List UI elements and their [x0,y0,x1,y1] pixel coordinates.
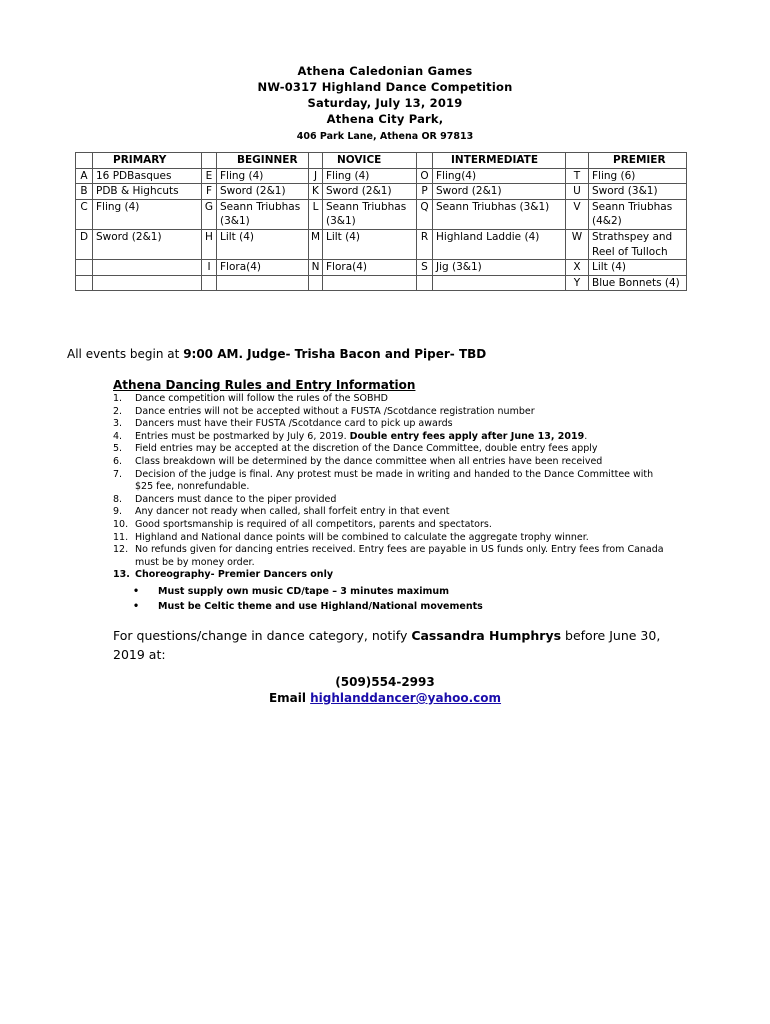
questions-suffix: before June 30, 2019 at: [113,628,661,662]
event-code: Q [417,199,433,229]
event-name: Seann Triubhas (3&1) [323,199,417,229]
table-row [76,275,687,291]
table-row [76,260,687,276]
rule-item [113,519,673,532]
rule-item [113,431,673,444]
rule-text: Any dancer not ready when called, shall forfeit entry in that event [135,506,450,518]
rule-number: 5. [113,443,123,455]
rule-text: Good sportsmanship is required of all competitors, parents and spectators. [135,518,492,530]
event-name: Sword (2&1) [433,184,566,200]
header-intermediate: INTERMEDIATE [433,153,566,169]
event-name [217,275,309,291]
event-name: 16 PDBasques [93,168,202,184]
table-row [76,184,687,200]
rules-title: Athena Dancing Rules and Entry Information [113,378,416,392]
rule-item [113,532,673,545]
event-name [433,275,566,291]
event-name: Seann Triubhas (3&1) [433,199,566,229]
event-name: Fling (4) [217,168,309,184]
event-name: Highland Laddie (4) [433,229,566,259]
event-start-prefix: All events begin at [67,347,184,361]
rule-number: 11. [113,531,129,543]
rule-item [113,393,673,406]
event-code: N [309,260,323,276]
rule-text: Dance entries will not be accepted without a FUSTA /Scotdance registration number [135,405,535,417]
event-name: Sword (3&1) [589,184,687,200]
rule-number: 1. [113,393,123,404]
contact-name: Cassandra Humphrys [411,628,562,643]
event-code: G [202,199,217,229]
event-name: Flora(4) [323,260,417,276]
rule-item [113,418,673,431]
rule-number: 10. [113,518,129,530]
choreography-requirement [113,584,673,599]
event-code: E [202,168,217,184]
event-name: Flora(4) [217,260,309,276]
rule-number: 13. [113,569,130,581]
event-code: V [566,199,589,229]
event-code: U [566,184,589,200]
event-code: X [566,260,589,276]
event-name: Lilt (4) [217,229,309,259]
rule-text: No refunds given for dancing entries received. Entry fees are payable in US funds only. Entry fees from Canada must be by money order. [135,544,664,568]
dance-events-table [75,152,687,291]
event-code: L [309,199,323,229]
rule-item [113,456,673,469]
event-code: O [417,168,433,184]
event-code: J [309,168,323,184]
event-name: Fling(4) [433,168,566,184]
requirement-text: Must supply own music CD/tape – 3 minutes maximum [158,585,450,597]
choreography-requirements [113,584,673,614]
contact-phone: (509)554-2993 [335,675,435,689]
event-start-info [67,347,486,361]
rule-text: Class breakdown will be determined by the dance committee when all entries have been received [135,455,603,467]
bullet-icon: • [133,585,140,597]
event-code: K [309,184,323,200]
event-name: PDB & Highcuts [93,184,202,200]
competition-title: NW-0317 Highland Dance Competition [257,80,513,94]
choreography-requirement [113,599,673,614]
event-start-details: 9:00 AM. Judge- Trisha Bacon and Piper- TBD [183,347,487,361]
event-code: Y [566,275,589,291]
event-address: 406 Park Lane, Athena OR 97813 [296,131,474,142]
rule-number: 3. [113,418,123,430]
rule-emphasis: Double entry fees apply after June 13, 2019 [349,430,585,442]
rule-item [113,494,673,507]
rule-item [113,544,673,569]
event-code [76,275,93,291]
header-premier: PREMIER [589,153,687,169]
rule-text: Dancers must dance to the piper provided [135,493,337,505]
requirement-text: Must be Celtic theme and use Highland/National movements [158,600,483,612]
header-primary: PRIMARY [93,153,202,169]
event-name: Fling (6) [589,168,687,184]
rule-item [113,443,673,456]
rule-number: 6. [113,455,123,467]
rule-item [113,506,673,519]
event-code [76,260,93,276]
rules-list [113,393,673,582]
event-code: P [417,184,433,200]
event-name: Blue Bonnets (4) [589,275,687,291]
contact-info [0,674,770,706]
rule-text: Field entries may be accepted at the discretion of the Dance Committee, double entry fees apply [135,443,598,455]
table-row [76,199,687,229]
document-header [0,63,770,144]
event-name: Sword (2&1) [217,184,309,200]
rule-number: 2. [113,405,123,417]
event-name: Seann Triubhas (4&2) [589,199,687,229]
event-code: M [309,229,323,259]
event-code: C [76,199,93,229]
event-title: Athena Caledonian Games [297,64,473,78]
event-code: S [417,260,433,276]
event-name [93,260,202,276]
header-beginner: BEGINNER [217,153,309,169]
table-header-row [76,153,687,169]
rule-item [113,469,673,494]
rule-text: Choreography- Premier Dancers only [135,569,334,581]
rule-number: 7. [113,468,123,480]
table-row [76,168,687,184]
event-name: Lilt (4) [589,260,687,276]
event-name: Jig (3&1) [433,260,566,276]
event-name: Seann Triubhas (3&1) [217,199,309,229]
event-code: R [417,229,433,259]
rule-text: Dancers must have their FUSTA /Scotdance card to pick up awards [135,418,453,430]
event-code: A [76,168,93,184]
rule-text: Decision of the judge is final. Any protest must be made in writing and handed to the Dance Committee with $25 fee, nonrefundable. [135,468,654,493]
event-name: Sword (2&1) [93,229,202,259]
event-venue: Athena City Park, [326,112,444,126]
event-code [202,275,217,291]
table-row [76,229,687,259]
event-code: D [76,229,93,259]
rule-number: 12. [113,544,129,556]
event-code [309,275,323,291]
rule-number: 4. [113,430,123,442]
contact-email-line [0,690,770,706]
rule-text-after: . [584,430,588,442]
rule-item [113,406,673,419]
rules-section [113,378,673,614]
bullet-icon: • [133,600,140,612]
questions-prefix: For questions/change in dance category, notify [113,628,412,643]
event-name: Fling (4) [323,168,417,184]
email-label: Email [268,691,311,705]
event-code: H [202,229,217,259]
event-code: W [566,229,589,259]
rule-number: 8. [113,493,123,505]
rule-text: Highland and National dance points will be combined to calculate the aggregate trophy winner. [135,531,589,543]
event-code: B [76,184,93,200]
event-name: Sword (2&1) [323,184,417,200]
email-link[interactable]: highlanddancer@yahoo.com [310,691,502,705]
rule-text: Dance competition will follow the rules of the SOBHD [135,393,388,404]
event-code: I [202,260,217,276]
event-name [323,275,417,291]
event-date: Saturday, July 13, 2019 [307,96,463,110]
rule-text: Entries must be postmarked by July 6, 2019. [135,430,350,442]
event-name: Lilt (4) [323,229,417,259]
questions-note [113,626,673,664]
event-code: T [566,168,589,184]
event-name: Strathspey and Reel of Tulloch [589,229,687,259]
header-novice: NOVICE [323,153,417,169]
rule-item [113,569,673,582]
rule-number: 9. [113,506,123,518]
event-name [93,275,202,291]
event-code: F [202,184,217,200]
event-code [417,275,433,291]
event-name: Fling (4) [93,199,202,229]
